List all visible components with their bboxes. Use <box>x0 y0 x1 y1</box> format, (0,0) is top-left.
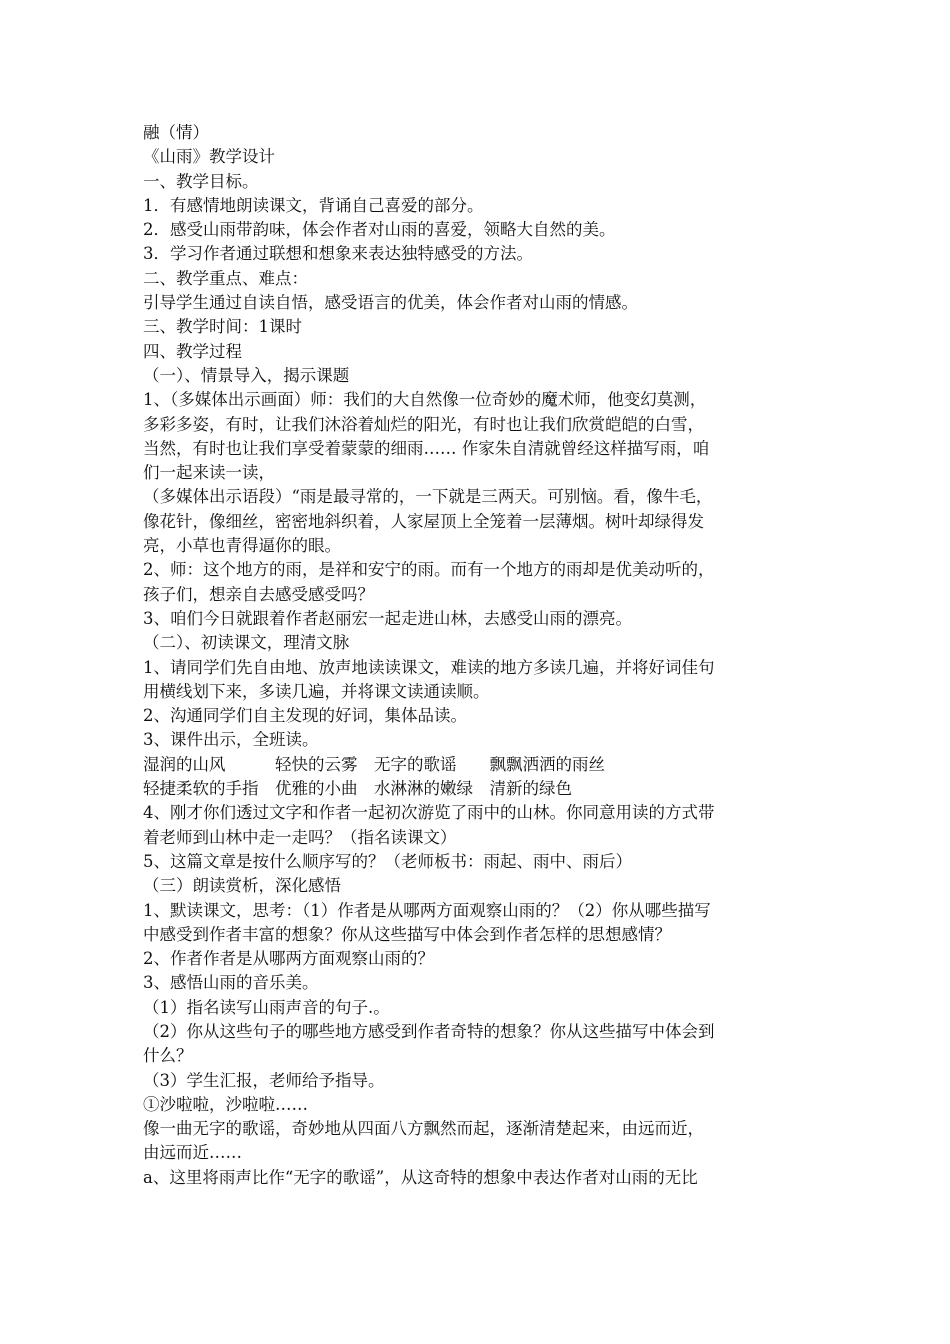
doc-line: 3、感悟山雨的音乐美。 <box>143 973 319 993</box>
doc-line: 2．感受山雨带韵味，体会作者对山雨的喜爱，领略大自然的美。 <box>143 220 616 240</box>
doc-line: 什么？ <box>143 1046 193 1066</box>
doc-line: 亮，小草也青得逼你的眼。 <box>143 536 341 556</box>
doc-line: 引导学生通过自读自悟，感受语言的优美，体会作者对山雨的情感。 <box>143 293 638 313</box>
document-body <box>143 121 823 1190</box>
section-heading: 三、教学时间：1课时 <box>143 317 302 337</box>
doc-line: ①沙啦啦，沙啦啦…… <box>143 1094 308 1114</box>
doc-line: （3）学生汇报，老师给予指导。 <box>143 1070 385 1090</box>
subsection-heading: （三）朗读赏析，深化感悟 <box>143 876 341 896</box>
doc-line: 像一曲无字的歌谣，奇妙地从四面八方飘然而起，逐渐清楚起来，由远而近， <box>143 1119 704 1139</box>
doc-line: 1．有感情地朗读课文，背诵自己喜爱的部分。 <box>143 195 484 215</box>
doc-line: 用横线划下来，多读几遍，并将课文读通读顺。 <box>143 681 490 701</box>
doc-line: 1、（多媒体出示画面）师：我们的大自然像一位奇妙的魔术师，他变幻莫测， <box>143 390 707 410</box>
section-heading: 一、教学目标。 <box>143 171 259 191</box>
doc-line: 4、刚才你们透过文字和作者一起初次游览了雨中的山林。你同意用读的方式带 <box>143 803 715 823</box>
subsection-heading: （二）、初读课文，理清文脉 <box>143 633 350 653</box>
doc-line: 们一起来读一读， <box>143 463 275 483</box>
word-list-line: 轻捷柔软的手指 优雅的小曲 水淋淋的嫩绿 清新的绿色 <box>143 779 572 799</box>
doc-line: 像花针，像细丝，密密地斜织着，人家屋顶上全笼着一层薄烟。树叶却绿得发 <box>143 511 704 531</box>
doc-line: 3、咱们今日就跟着作者赵丽宏一起走进山林，去感受山雨的漂亮。 <box>143 608 632 628</box>
section-heading: 二、教学重点、难点： <box>143 268 308 288</box>
doc-line: （多媒体出示语段）“雨是最寻常的，一下就是三两天。可别恼。看，像牛毛， <box>143 487 713 507</box>
doc-line: 1、默读课文，思考：（1）作者是从哪两方面观察山雨的？（2）你从哪些描写 <box>143 900 711 920</box>
word-list-line: 湿润的山风 轻快的云雾 无字的歌谣 飘飘洒洒的雨丝 <box>143 754 605 774</box>
subsection-heading: （一）、情景导入，揭示课题 <box>143 365 350 385</box>
doc-line: 融（情） <box>143 123 209 142</box>
doc-line: 中感受到作者丰富的想象？你从这些描写中体会到作者怎样的思想感情？ <box>143 924 671 944</box>
doc-line: 由远而近…… <box>143 1143 242 1163</box>
doc-line: 着老师到山林中走一走吗？（指名读课文） <box>143 827 457 847</box>
doc-line: 3、课件出示，全班读。 <box>143 730 319 750</box>
doc-line: 5、这篇文章是按什么顺序写的？（老师板书：雨起、雨中、雨后） <box>143 851 632 871</box>
doc-line: 当然，有时也让我们享受着蒙蒙的细雨…… 作家朱自清就曾经这样描写雨，咱 <box>143 438 710 458</box>
doc-line: 多彩多姿，有时，让我们沐浴着灿烂的阳光，有时也让我们欣赏皑皑的白雪， <box>143 414 704 434</box>
doc-title: 《山雨》教学设计 <box>143 147 275 167</box>
doc-line: 2、沟通同学们自主发现的好词，集体品读。 <box>143 706 467 726</box>
doc-line: 2、作者作者是从哪两方面观察山雨的？ <box>143 949 434 969</box>
doc-line: 3．学习作者通过联想和想象来表达独特感受的方法。 <box>143 244 533 264</box>
doc-line: 孩子们，想亲自去感受感受吗？ <box>143 584 374 604</box>
section-heading: 四、教学过程 <box>143 341 242 361</box>
doc-line: a、这里将雨声比作“无字的歌谣”，从这奇特的想象中表达作者对山雨的无比 <box>143 1167 698 1187</box>
doc-line: 2、师：这个地方的雨，是祥和安宁的雨。而有一个地方的雨却是优美动听的， <box>143 560 715 580</box>
doc-line: （1）指名读写山雨声音的句子.。 <box>143 997 390 1017</box>
doc-line: （2）你从这些句子的哪些地方感受到作者奇特的想象？你从这些描写中体会到 <box>143 1021 715 1041</box>
doc-line: 1、请同学们先自由地、放声地读读课文，难读的地方多读几遍，并将好词佳句 <box>143 657 715 677</box>
